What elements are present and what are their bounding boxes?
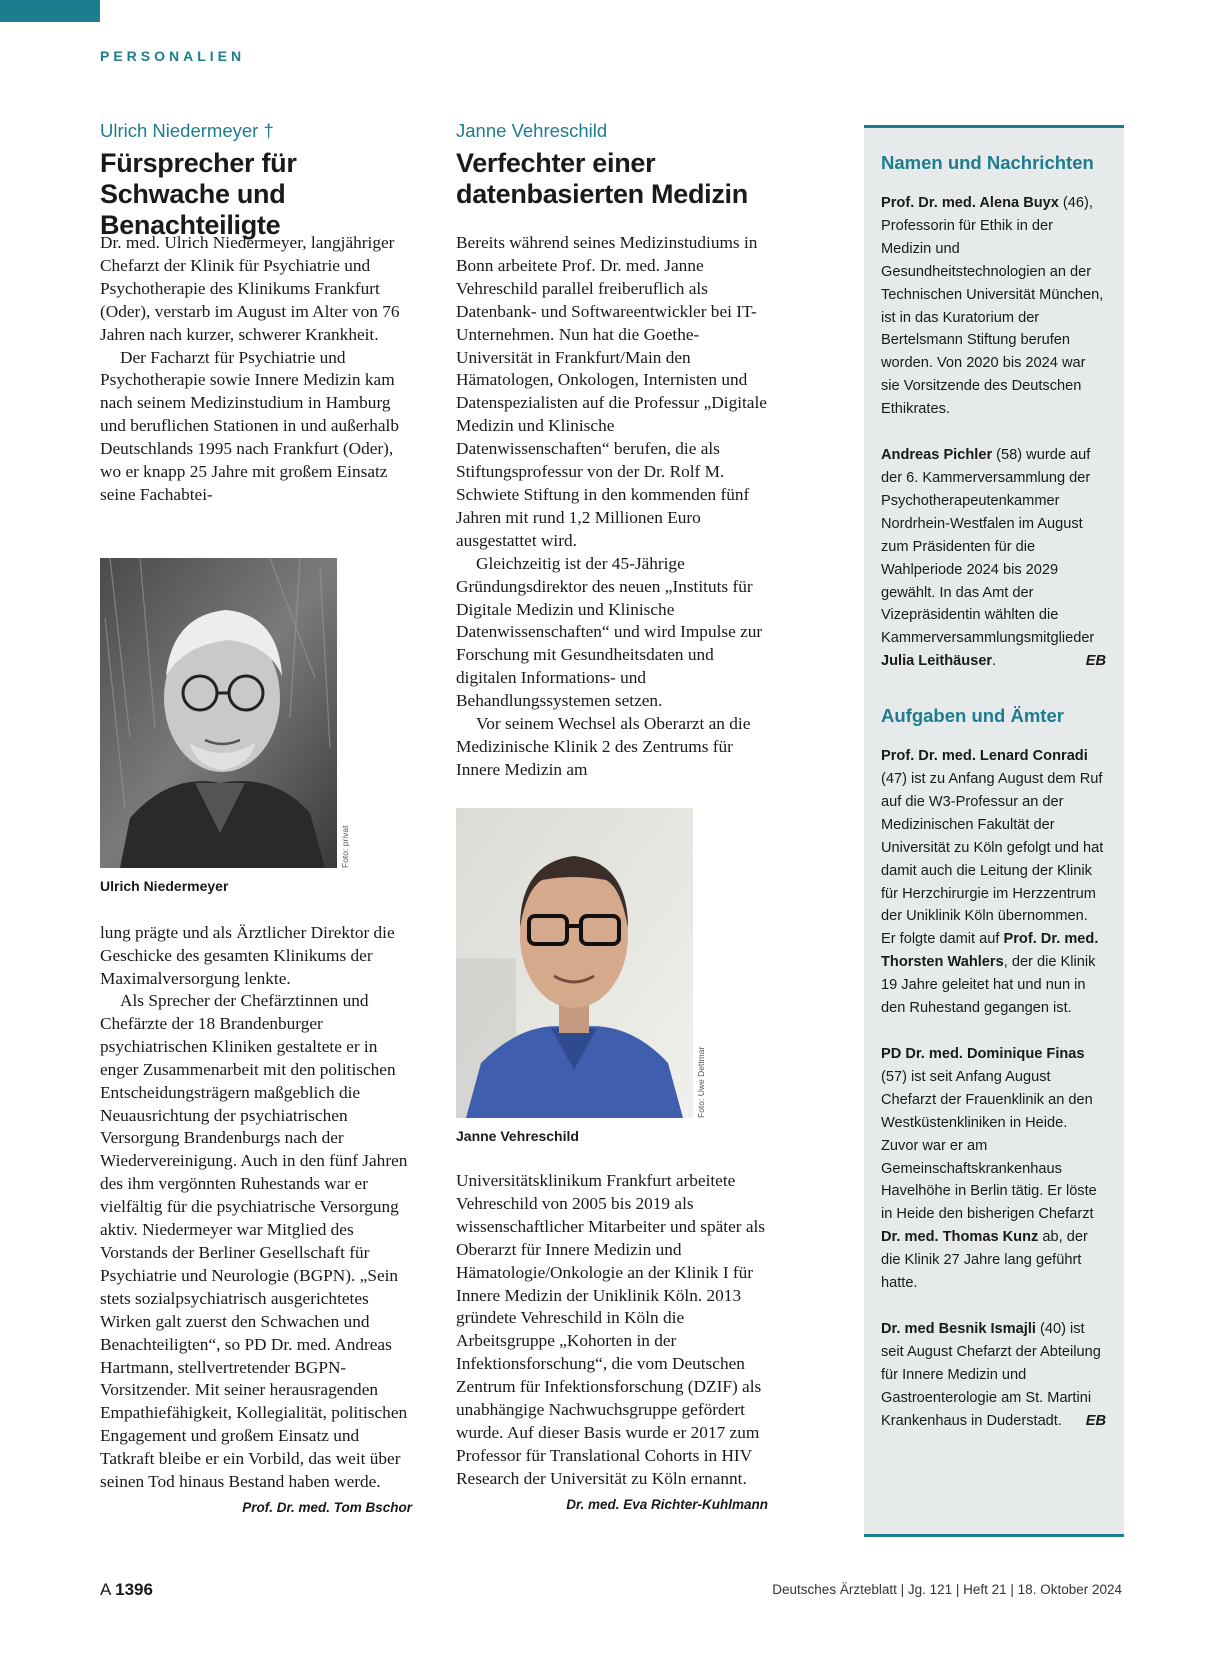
person-name: Prof. Dr. med. Thorsten Wahlers bbox=[881, 931, 1099, 971]
section-tab-bar bbox=[0, 0, 100, 22]
news-text: . bbox=[992, 653, 997, 670]
person-name: Julia Leithäuser bbox=[881, 653, 993, 670]
article-headline: Verfechter einer datenbasierten Medizin bbox=[456, 148, 748, 209]
page-number bbox=[100, 1580, 153, 1600]
person-name: Andreas Pichler bbox=[881, 447, 993, 464]
paragraph-continued: lung prägte und als Ärztlicher Direktor die Geschicke des gesamten Klinikums der Maximalversorgung lenkte. bbox=[100, 923, 395, 988]
person-name: Prof. Dr. med. Lenard Conradi bbox=[881, 748, 1088, 765]
news-text: (46), Professorin für Ethik in der Medizin und Gesundheitstechnologien an der Technischen Universität München, ist in das Kuratorium der Bertelsmann Stiftung berufen worden. Von 2020 bis 2024 war sie Vorsitzende des Deutschen Ethikrates. bbox=[881, 195, 1104, 418]
article-byline: Prof. Dr. med. Tom Bschor bbox=[242, 1499, 412, 1515]
news-text: (58) wurde auf der 6. Kammerversammlung der Psychotherapeutenkammer Nordrhein-Westfalen im August zum Präsidenten für die Wahlperiode 2024 bis 2029 gewählt. In das Amt der Vizepräsidentin wählten die Kammerversammlungsmitglieder bbox=[881, 447, 1095, 647]
person-name: Dr. med. Thomas Kunz bbox=[881, 1229, 1039, 1246]
news-text: (57) ist seit Anfang August Chefarzt der Frauenklinik an den Westküstenkliniken in Heide. Zuvor war er am Gemeinschaftskrankenhaus Havelhöhe in Berlin tätig. Er löste in Heide den bisherigen Chefarzt bbox=[881, 1068, 1097, 1223]
page-number-value: 1396 bbox=[115, 1580, 153, 1599]
news-text: (40) ist seit August Chefarzt der Abteilung für Innere Medizin und Gastroenterologie am St. Martini Krankenhaus in Duderstadt. bbox=[881, 1320, 1101, 1429]
article-kicker: Janne Vehreschild bbox=[456, 120, 608, 141]
paragraph-start: Vor seinem Wechsel als Oberarzt an die Medizinische Klinik 2 des Zentrums für Innere Medizin am bbox=[456, 714, 751, 779]
person-name: PD Dr. med. Dominique Finas bbox=[881, 1046, 1085, 1062]
article-vehreschild bbox=[456, 120, 768, 210]
photo-credit: Foto: Uwe Dettmar bbox=[696, 1046, 706, 1118]
article-body-part1 bbox=[456, 232, 768, 782]
portrait-photo-vehreschild bbox=[456, 808, 693, 1118]
sidebar-heading: Aufgaben und Ämter bbox=[881, 705, 1064, 727]
news-item bbox=[881, 444, 1106, 673]
author-initials: EB bbox=[1085, 653, 1106, 670]
article-body-part2 bbox=[100, 922, 412, 992]
photo-credit: Foto: privat bbox=[340, 825, 350, 868]
photo-caption: Janne Vehreschild bbox=[456, 1128, 579, 1144]
news-text: , der die Klinik 19 Jahre geleitet hat und nun in den Ruhestand gegangen ist. bbox=[881, 954, 1096, 1017]
article-kicker: Ulrich Niedermeyer † bbox=[100, 120, 274, 141]
paragraph: Dr. med. Ulrich Niedermeyer, langjähriger Chefarzt der Klinik für Psychiatrie und Psychotherapie des Klinikums Frankfurt (Oder), verstarb im August im Alter von 76 Jahren nach kurzer, schwerer Krankheit. bbox=[100, 233, 400, 344]
news-item bbox=[881, 1318, 1106, 1433]
paragraph: Der Facharzt für Psychiatrie und Psychotherapie sowie Innere Medizin kam nach seinem Medizinstudium in Hamburg und beruflichen Stationen in und außerhalb Deutschlands 1995 nach Frankfurt (Oder), wo er knapp 25 Jahre mit großem Einsatz seine Fachabtei- bbox=[100, 347, 399, 504]
page-prefix: A bbox=[100, 1580, 116, 1599]
author-initials: EB bbox=[1085, 1412, 1106, 1429]
article-body-part1 bbox=[100, 232, 412, 552]
article-body-part3 bbox=[100, 990, 412, 1520]
paragraph-continued: Universitätsklinikum Frankfurt arbeitete Vehreschild von 2005 bis 2019 als wissenschaftlicher Mitarbeiter und später als Oberarzt für Innere Medizin und Hämatologie/Onkologie an der Klinik I für Innere Medizin der Uniklinik Köln. 2013 gründete Vehreschild in Köln die Arbeitsgruppe „Kohorten in der Infektionsforschung“, die vom Deutschen Zentrum für Infektionsforschung (DZIF) als unabhängige Nachwuchsgruppe gefördert wurde. Auf dieser Basis wurde er 2017 zum Professor für Translational Cohorts in HIV Research der Universität zu Köln ernannt. bbox=[456, 1171, 766, 1488]
person-name: Prof. Dr. med. Alena Buyx bbox=[881, 195, 1059, 211]
paragraph: Gleichzeitig ist der 45-Jährige Gründungsdirektor des neuen „Instituts für Digitale Medizin und Klinische Datenwissenschaften“ und wird Impulse zur Forschung mit Gesundheitsdaten und digitalen Informations- und Behandlungssystemen setzen. bbox=[456, 553, 763, 711]
news-text: (47) ist zu Anfang August dem Ruf auf die W3-Professur an der Medizinischen Fakultät der Universität zu Köln gefolgt und hat damit auch die Leitung der Klinik für Herzchirurgie im Herzzentrum der Uniklinik Köln übernommen. Er folgte damit auf bbox=[881, 771, 1104, 948]
sidebar-heading: Namen und Nachrichten bbox=[881, 152, 1094, 173]
article-body-part2 bbox=[456, 1170, 768, 1517]
news-item bbox=[881, 1043, 1106, 1295]
news-item bbox=[881, 192, 1106, 421]
paragraph: Bereits während seines Medizinstudiums in Bonn arbeitete Prof. Dr. med. Janne Vehreschild parallel freiberuflich als Datenbank- und Softwareentwickler bei IT-Unternehmen. Nun hat die Goethe-Universität in Frankfurt/Main den Hämatologen, Onkologen, Internisten und Datenspezialisten auf die Professur „Digitale Medizin und Klinische Datenwissenschaften“ berufen, die als Stiftungsprofessur von der Dr. Rolf M. Schwiete Stiftung in den kommenden fünf Jahren mit rund 1,2 Millionen Euro ausgestattet wird. bbox=[456, 233, 767, 550]
paragraph: Als Sprecher der Chefärztinnen und Chefärzte der 18 Brandenburger psychiatrischen Kliniken gestaltete er in enger Zusammenarbeit mit den politischen Entscheidungsträgern maßgeblich die Neuausrichtung der psychiatrischen Versorgung Brandenburgs nach der Wiedervereinigung. Auch in den fünf Jahren des ihm vergönnten Ruhestands war er vielfältig für die psychiatrische Versorgung aktiv. Niedermeyer war Mitglied des Vorstands der Berliner Gesellschaft für Psychiatrie und Neurologie (BGPN). „Sein stets sozialpsychiatrisch ausgerichtetes Wirken galt zuerst den Schwachen und Benachteiligten“, so PD Dr. med. Andreas Hartmann, stellvertretender BGPN-Vorsitzender. Mit seiner herausragenden Empathiefähigkeit, Kollegialität, politischen Engagement und großem Einsatz und Tatkraft bleibe er ein Vorbild, das weit über seinen Tod hinaus Bestand haben werde. bbox=[100, 991, 408, 1492]
portrait-photo-niedermeyer bbox=[100, 558, 337, 868]
news-sidebar bbox=[864, 125, 1124, 1537]
news-item bbox=[881, 745, 1106, 1020]
journal-info: Deutsches Ärzteblatt | Jg. 121 | Heft 21 | 18. Oktober 2024 bbox=[772, 1582, 1122, 1597]
article-niedermeyer bbox=[100, 120, 412, 241]
news-text: ab, der die Klinik 27 Jahre lang geführt hatte. bbox=[881, 1229, 1088, 1292]
article-byline: Dr. med. Eva Richter-Kuhlmann bbox=[566, 1496, 768, 1512]
section-label: PERSONALIEN bbox=[100, 48, 246, 64]
article-headline: Fürsprecher für Schwache und Benachteiligte bbox=[100, 148, 297, 240]
person-name: Dr. med Besnik Ismajli bbox=[881, 1320, 1036, 1337]
photo-caption: Ulrich Niedermeyer bbox=[100, 878, 229, 894]
